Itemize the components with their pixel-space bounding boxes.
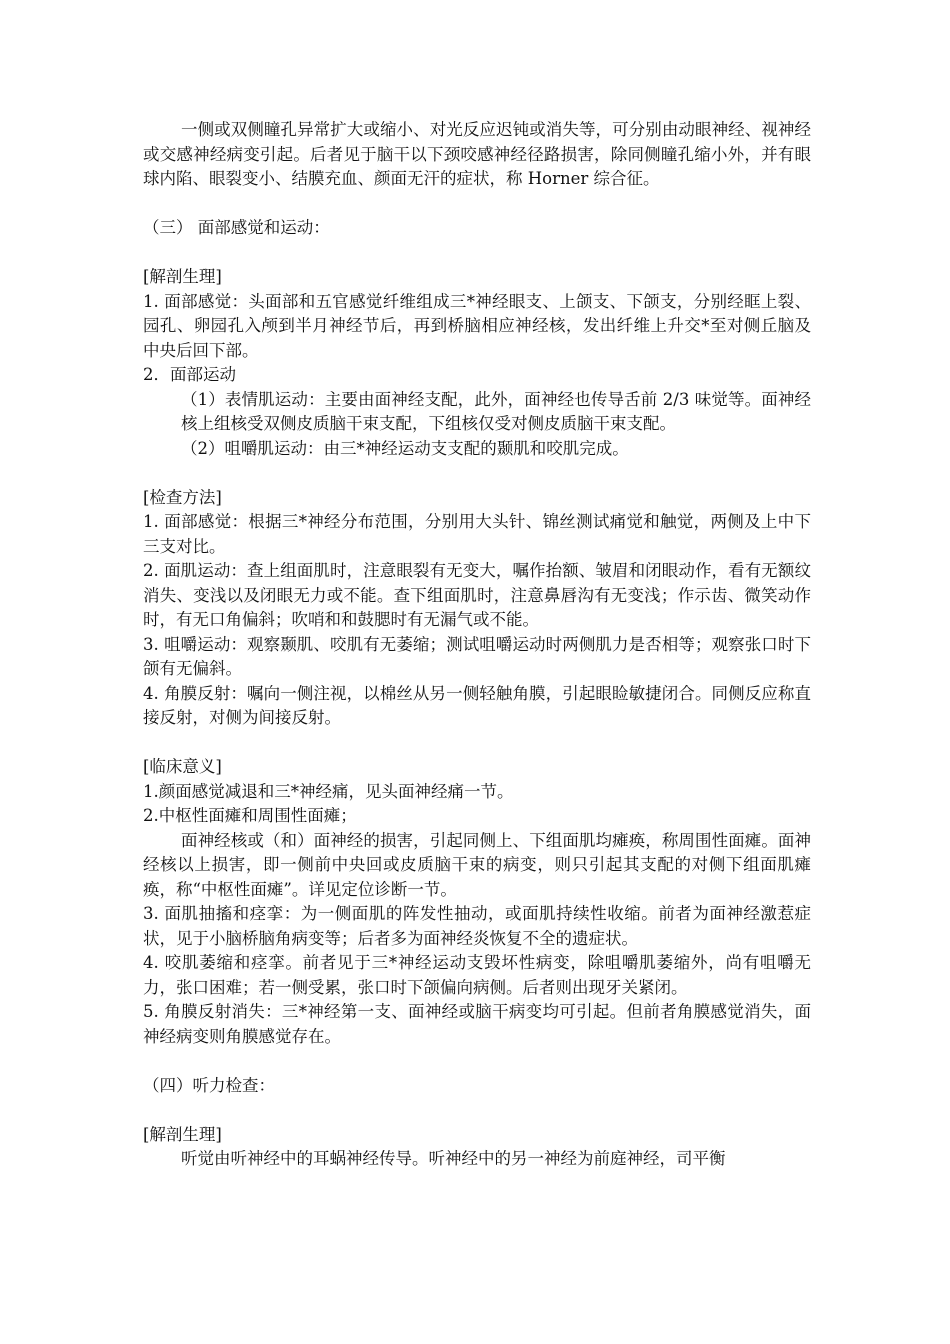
section3-title: （三） 面部感觉和运动： (143, 218, 330, 237)
spacer (143, 1049, 811, 1074)
anatomy-item-2: 2．面部运动 (143, 365, 236, 384)
anatomy-item-2b: （2）咀嚼肌运动：由三*神经运动支支配的颞肌和咬肌完成。 (181, 438, 629, 458)
spacer (143, 241, 811, 266)
document-body (143, 118, 811, 1172)
section4-anatomy-text: 听觉由听神经中的耳蜗神经传导。听神经中的另一神经为前庭神经，司平衡 (181, 1149, 726, 1168)
anatomy-label: [解剖生理] (143, 267, 222, 286)
anatomy-item-1: 1. 面部感觉：头面部和五官感觉纤维组成三*神经眼支、上颌支、下颌支，分别经眶上裂、园孔、卵园孔入颅到半月神经节后，再到桥脑相应神经核，发出纤维上升交*至对侧丘脑及中央后回下部。 (143, 291, 811, 360)
clinical-item-4: 4. 咬肌萎缩和痉挛。前者见于三*神经运动支毁坏性病变，除咀嚼肌萎缩外，尚有咀嚼无力，张口困难；若一侧受累，张口时下颌偏向病侧。后者则出现牙关紧闭。 (143, 953, 811, 997)
spacer (143, 731, 811, 756)
section4-anatomy-label: [解剖生理] (143, 1124, 222, 1144)
clinical-item-3: 3. 面肌抽搐和痉挛：为一侧面肌的阵发性抽动，或面肌持续性收缩。前者为面神经激惹症状，见于小脑桥脑角病变等；后者多为面神经炎恢复不全的遗症状。 (143, 904, 811, 948)
spacer (143, 461, 811, 486)
exam-item-2: 2. 面肌运动：查上组面肌时，注意眼裂有无变大，嘱作抬额、皱眉和闭眼动作，看有无额纹消失、变浅以及闭眼无力或不能。查下组面肌时，注意鼻唇沟有无变浅；作示齿、微笑动作时，有无口角偏斜；吹哨和和鼓腮时有无漏气或不能。 (143, 561, 811, 629)
clinical-label: [临床意义] (143, 757, 222, 776)
exam-item-3: 3. 咀嚼运动：观察颞肌、咬肌有无萎缩；测试咀嚼运动时两侧肌力是否相等；观察张口时下颌有无偏斜。 (143, 634, 811, 678)
exam-item-4: 4. 角膜反射：嘱向一侧注视，以棉丝从另一侧轻触角膜，引起眼睑敏捷闭合。同侧反应称直接反射，对侧为间接反射。 (143, 683, 811, 727)
exam-item-1: 1. 面部感觉：根据三*神经分布范围，分别用大头针、锦丝测试痛觉和触觉，两侧及上中下三支对比。 (143, 512, 811, 556)
spacer (143, 192, 811, 217)
exam-label: [检查方法] (143, 487, 222, 507)
clinical-item-2-detail: 面神经核或（和）面神经的损害，引起同侧上、下组面肌均瘫痪，称周围性面瘫。面神经核以上损害，即一侧前中央回或皮质脑干束的病变，则只引起其支配的对侧下组面肌瘫痪，称“中枢性面瘫”。详见定位诊断一节。 (143, 830, 811, 899)
spacer (143, 1098, 811, 1123)
section4-title: （四）听力检查： (143, 1075, 275, 1095)
pupil-paragraph: 一侧或双侧瞳孔异常扩大或缩小、对光反应迟钝或消失等，可分别由动眼神经、视神经或交感神经病变引起。后者见于脑干以下颈咬感神经径路损害，除同侧瞳孔缩小外，并有眼球内陷、眼裂变小、结膜充血、颜面无汗的症状，称 Horner 综合征。 (143, 120, 811, 188)
anatomy-item-2a: （1）表情肌运动：主要由面神经支配，此外，面神经也传导舌前 2/3 味觉等。面神经核上组核受双侧皮质脑干束支配，下组核仅受对侧皮质脑干束支配。 (181, 389, 811, 433)
clinical-item-5: 5. 角膜反射消失：三*神经第一支、面神经或脑干病变均可引起。但前者角膜感觉消失，面神经病变则角膜感觉存在。 (143, 1002, 811, 1046)
clinical-item-2: 2.中枢性面瘫和周围性面瘫； (143, 806, 357, 825)
clinical-item-1: 1.颜面感觉减退和三*神经痛，见头面神经痛一节。 (143, 781, 514, 801)
